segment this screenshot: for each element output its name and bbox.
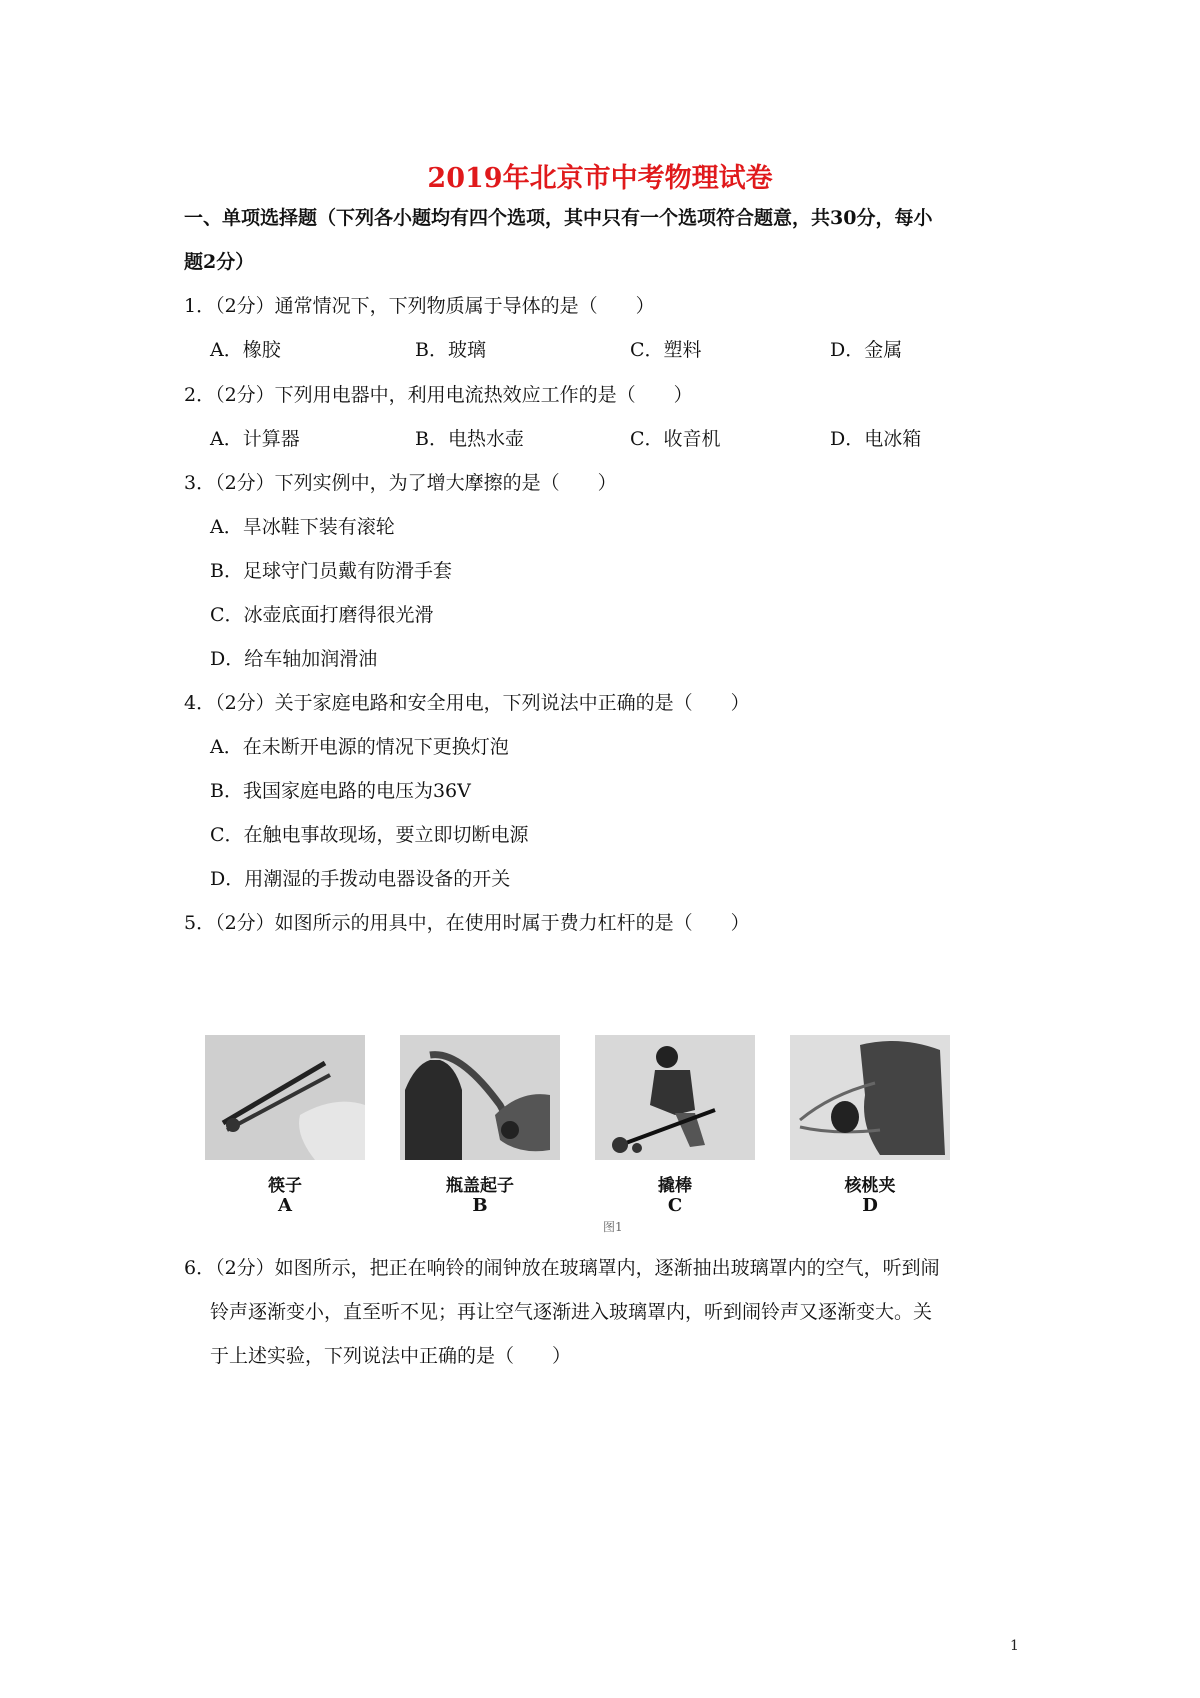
question-3-option-c: C．冰壶底面打磨得很光滑	[210, 604, 434, 626]
question-5-stem: 5．（2分）如图所示的用具中，在使用时属于费力杠杆的是（ ）	[184, 912, 750, 934]
chopsticks-photo	[205, 1035, 365, 1160]
question-4-option-a: A．在未断开电源的情况下更换灯泡	[210, 736, 509, 758]
page-number: 1	[1010, 1638, 1019, 1654]
figure-b-letter: B	[472, 1195, 488, 1216]
question-6-line3: 于上述实验，下列说法中正确的是（ ）	[210, 1345, 572, 1367]
figure-d	[790, 1035, 950, 1216]
figure-label: 图1	[603, 1220, 623, 1234]
bottle-opener-photo	[400, 1035, 560, 1160]
question-6-line2: 铃声逐渐变小，直至听不见；再让空气逐渐进入玻璃罩内，听到闹铃声又逐渐变大。关	[210, 1301, 933, 1323]
question-6-line1: 6．（2分）如图所示，把正在响铃的闹钟放在玻璃罩内，逐渐抽出玻璃罩内的空气，听到闹	[184, 1257, 940, 1279]
question-1-option-c: C．塑料	[630, 339, 702, 361]
question-1-option-b: B．玻璃	[415, 339, 486, 361]
question-2-option-a: A．计算器	[210, 428, 300, 450]
figure-c-caption: 撬棒	[658, 1176, 692, 1196]
figure-c-letter: C	[667, 1195, 683, 1216]
figure-b-caption: 瓶盖起子	[446, 1176, 514, 1196]
nutcracker-photo	[790, 1035, 950, 1160]
question-3-option-a: A．旱冰鞋下装有滚轮	[210, 516, 395, 538]
question-3-stem: 3．（2分）下列实例中，为了增大摩擦的是（ ）	[184, 472, 617, 494]
question-1-option-a: A．橡胶	[210, 339, 281, 361]
question-4-option-b: B．我国家庭电路的电压为36V	[210, 780, 471, 802]
figure-c	[595, 1035, 755, 1216]
question-1-stem: 1．（2分）通常情况下，下列物质属于导体的是（ ）	[184, 295, 655, 317]
crowbar-photo	[595, 1035, 755, 1160]
question-3-option-b: B．足球守门员戴有防滑手套	[210, 560, 452, 582]
figure-d-caption: 核桃夹	[844, 1176, 896, 1196]
figure-d-letter: D	[862, 1195, 878, 1216]
question-2-option-b: B．电热水壶	[415, 428, 524, 450]
question-5-figure	[205, 1035, 1005, 1235]
question-2-option-d: D．电冰箱	[830, 428, 922, 450]
question-2-option-c: C．收音机	[630, 428, 721, 450]
figure-a-letter: A	[278, 1195, 292, 1216]
section-heading-line2: 题2分）	[184, 251, 255, 273]
figure-b	[400, 1035, 560, 1216]
figure-a	[205, 1035, 365, 1216]
question-2-stem: 2．（2分）下列用电器中，利用电流热效应工作的是（ ）	[184, 384, 693, 406]
question-4-stem: 4．（2分）关于家庭电路和安全用电，下列说法中正确的是（ ）	[184, 692, 750, 714]
figure-a-caption: 筷子	[268, 1176, 302, 1196]
question-3-option-d: D．给车轴加润滑油	[210, 648, 378, 670]
page-title: 2019年北京市中考物理试卷	[427, 163, 773, 194]
question-4-option-d: D．用潮湿的手拨动电器设备的开关	[210, 868, 511, 890]
question-1-option-d: D．金属	[830, 339, 903, 361]
question-4-option-c: C．在触电事故现场，要立即切断电源	[210, 824, 529, 846]
section-heading-line1: 一、单项选择题（下列各小题均有四个选项，其中只有一个选项符合题意，共30分，每小	[184, 207, 933, 229]
